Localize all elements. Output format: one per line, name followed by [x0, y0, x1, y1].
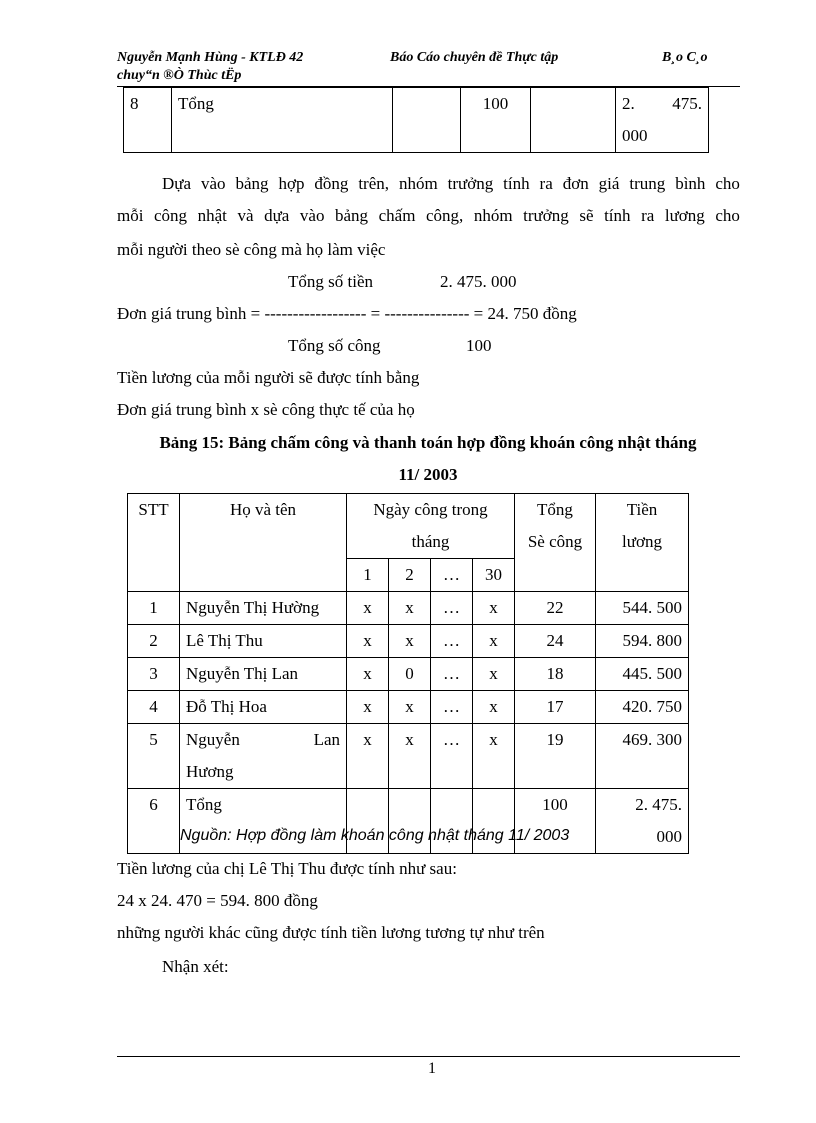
- header-author-line2: chuy“n ®Ò Thùc tËp: [117, 68, 242, 83]
- word: sẽ: [579, 206, 594, 225]
- cell-pay: 445. 500: [596, 658, 689, 691]
- cell-day: 0: [389, 658, 431, 691]
- word: vào: [200, 174, 226, 193]
- pay-part: 000: [656, 827, 682, 846]
- header-day-30: 30: [473, 559, 515, 592]
- word: giá: [598, 174, 620, 193]
- header-day-2: 2: [389, 559, 431, 592]
- cell-name: Lê Thị Thu: [180, 625, 347, 658]
- table-row: [128, 658, 689, 691]
- table15: [127, 493, 689, 854]
- word: tính: [503, 174, 530, 193]
- cell-amount: [616, 88, 709, 153]
- cell-stt: 6: [128, 789, 180, 854]
- cell-name: [180, 724, 347, 789]
- header-total-line2: Sè công: [527, 532, 583, 551]
- cell-day: x: [473, 724, 515, 789]
- header-name: Họ và tên: [180, 494, 347, 592]
- header-pay-line1: Tiền: [626, 500, 658, 519]
- para1-line3: mỗi người theo sè công mà họ làm việc: [117, 240, 386, 259]
- cell-day: …: [431, 592, 473, 625]
- amount-part: 475.: [672, 94, 702, 113]
- cell-empty: [393, 88, 461, 153]
- cell-pay: 594. 800: [596, 625, 689, 658]
- after-line4: Nhận xét:: [162, 957, 229, 976]
- cell-total: 17: [515, 691, 596, 724]
- cell-day: x: [347, 658, 389, 691]
- header-stt: STT: [128, 494, 180, 592]
- cell-stt: 5: [128, 724, 180, 789]
- cell-day: x: [347, 592, 389, 625]
- word: cho: [715, 206, 740, 225]
- amount-part: 2.: [622, 94, 635, 113]
- word: cho: [715, 174, 740, 193]
- word: đơn: [562, 174, 589, 193]
- header-total: [515, 494, 596, 592]
- para1-line1: [162, 174, 740, 194]
- cell-days: 100: [461, 88, 531, 153]
- table-row: [128, 724, 689, 789]
- cell-day: x: [473, 592, 515, 625]
- cell-name: Nguyễn Thị Lan: [180, 658, 347, 691]
- cell-day: x: [389, 691, 431, 724]
- cell-total: 19: [515, 724, 596, 789]
- cell-day: …: [431, 724, 473, 789]
- formula-denominator-label: Tổng số công: [288, 336, 381, 355]
- cell-empty: [531, 88, 616, 153]
- formula-main: Đơn giá trung bình = ------------------ = --------------- = 24. 750 đồng: [117, 304, 577, 323]
- after-line1: Tiền lương của chị Lê Thị Thu được tính như sau:: [117, 859, 457, 878]
- cell-name: Nguyễn Thị Hường: [180, 592, 347, 625]
- word: hợp: [278, 174, 305, 193]
- word: và: [237, 206, 254, 225]
- table-row: [128, 625, 689, 658]
- cell-stt: 8: [124, 88, 172, 153]
- cell-day: x: [347, 625, 389, 658]
- word: trên,: [358, 174, 390, 193]
- cell-pay: 469. 300: [596, 724, 689, 789]
- cell-total: 18: [515, 658, 596, 691]
- word: nhóm: [473, 206, 513, 225]
- name-part: Lan: [313, 730, 340, 749]
- word: bình: [675, 174, 706, 193]
- cell-day: x: [389, 592, 431, 625]
- cell-stt: 2: [128, 625, 180, 658]
- amount-part: 000: [622, 126, 648, 145]
- word: nhóm: [398, 174, 438, 193]
- header-day-ellipsis: …: [431, 559, 473, 592]
- cell-label: Tổng: [172, 88, 393, 153]
- word: dựa: [264, 206, 290, 225]
- name-part: Nguyễn: [186, 730, 240, 749]
- header-author: Nguyễn Mạnh Hùng - KTLĐ 42: [117, 50, 304, 65]
- cell-day: …: [431, 658, 473, 691]
- cell-day: x: [347, 691, 389, 724]
- cell-stt: 4: [128, 691, 180, 724]
- cell-day: x: [473, 691, 515, 724]
- cell-name: Tổng: [180, 789, 347, 854]
- table15-source: Nguồn: Hợp đồng làm khoán công nhật tháng 11/ 2003: [180, 827, 570, 844]
- header-title: Báo Cáo chuyên đề Thực tập: [390, 50, 559, 65]
- table-row: [124, 88, 709, 153]
- formula-text-line: Đơn giá trung bình x sè công thực tế của họ: [117, 400, 415, 419]
- name-part: Hương: [186, 762, 234, 781]
- salary-line: Tiền lương của mỗi người sẽ được tính bằng: [117, 368, 420, 387]
- cell-total: 24: [515, 625, 596, 658]
- table-row: [128, 691, 689, 724]
- word: lương: [664, 206, 705, 225]
- word: công: [154, 206, 188, 225]
- word: trung: [629, 174, 666, 193]
- word: bảng: [235, 174, 269, 193]
- cell-pay: 544. 500: [596, 592, 689, 625]
- word: ra: [539, 174, 553, 193]
- cell-total: 22: [515, 592, 596, 625]
- cell-pay: [596, 789, 689, 854]
- word: tính: [604, 206, 631, 225]
- cell-day: …: [431, 691, 473, 724]
- after-line2: 24 x 24. 470 = 594. 800 đồng: [117, 891, 318, 910]
- top-table: [123, 87, 709, 153]
- header-total-line1: Tổng: [537, 500, 573, 519]
- after-line3: những người khác cũng được tính tiền lương tương tự như trên: [117, 923, 545, 942]
- header-pay: [596, 494, 689, 592]
- word: ra: [641, 206, 655, 225]
- word: trưởng: [523, 206, 569, 225]
- cell-day: …: [431, 625, 473, 658]
- table-row: [128, 592, 689, 625]
- cell-stt: 3: [128, 658, 180, 691]
- page-number: 1: [428, 1060, 436, 1077]
- word: bảng: [335, 206, 369, 225]
- word: nhật: [197, 206, 227, 225]
- formula-numerator-value: 2. 475. 000: [440, 272, 517, 291]
- cell-day: x: [389, 724, 431, 789]
- word: đồng: [314, 174, 349, 193]
- table15-title: Bảng 15: Bảng chấm công và thanh toán hợp đồng khoán công nhật tháng: [159, 433, 697, 452]
- word: trưởng: [447, 174, 494, 193]
- cell-pay: 420. 750: [596, 691, 689, 724]
- formula-denominator-value: 100: [466, 336, 492, 355]
- header-pay-line2: lương: [622, 532, 662, 551]
- word: công,: [426, 206, 464, 225]
- cell-stt: 1: [128, 592, 180, 625]
- header-day-1: 1: [347, 559, 389, 592]
- cell-total: 100: [515, 789, 596, 854]
- table-header-row: [128, 494, 689, 559]
- footer-divider: [117, 1056, 740, 1057]
- cell-day: x: [389, 625, 431, 658]
- word: mỗi: [117, 206, 144, 225]
- word: vào: [299, 206, 325, 225]
- cell-day: x: [347, 724, 389, 789]
- para1-line2: [117, 206, 740, 226]
- formula-numerator-label: Tổng số tiền: [288, 272, 373, 291]
- cell-day: x: [473, 625, 515, 658]
- header-right: B¸o C¸o: [662, 50, 708, 65]
- table15-title-line2: 11/ 2003: [398, 465, 458, 484]
- pay-part: 2. 475.: [635, 795, 682, 814]
- cell-day: x: [473, 658, 515, 691]
- cell-name: Đỗ Thị Hoa: [180, 691, 347, 724]
- word: Dựa: [162, 174, 192, 193]
- header-days: Ngày công trong tháng: [347, 494, 515, 559]
- word: chấm: [378, 206, 416, 225]
